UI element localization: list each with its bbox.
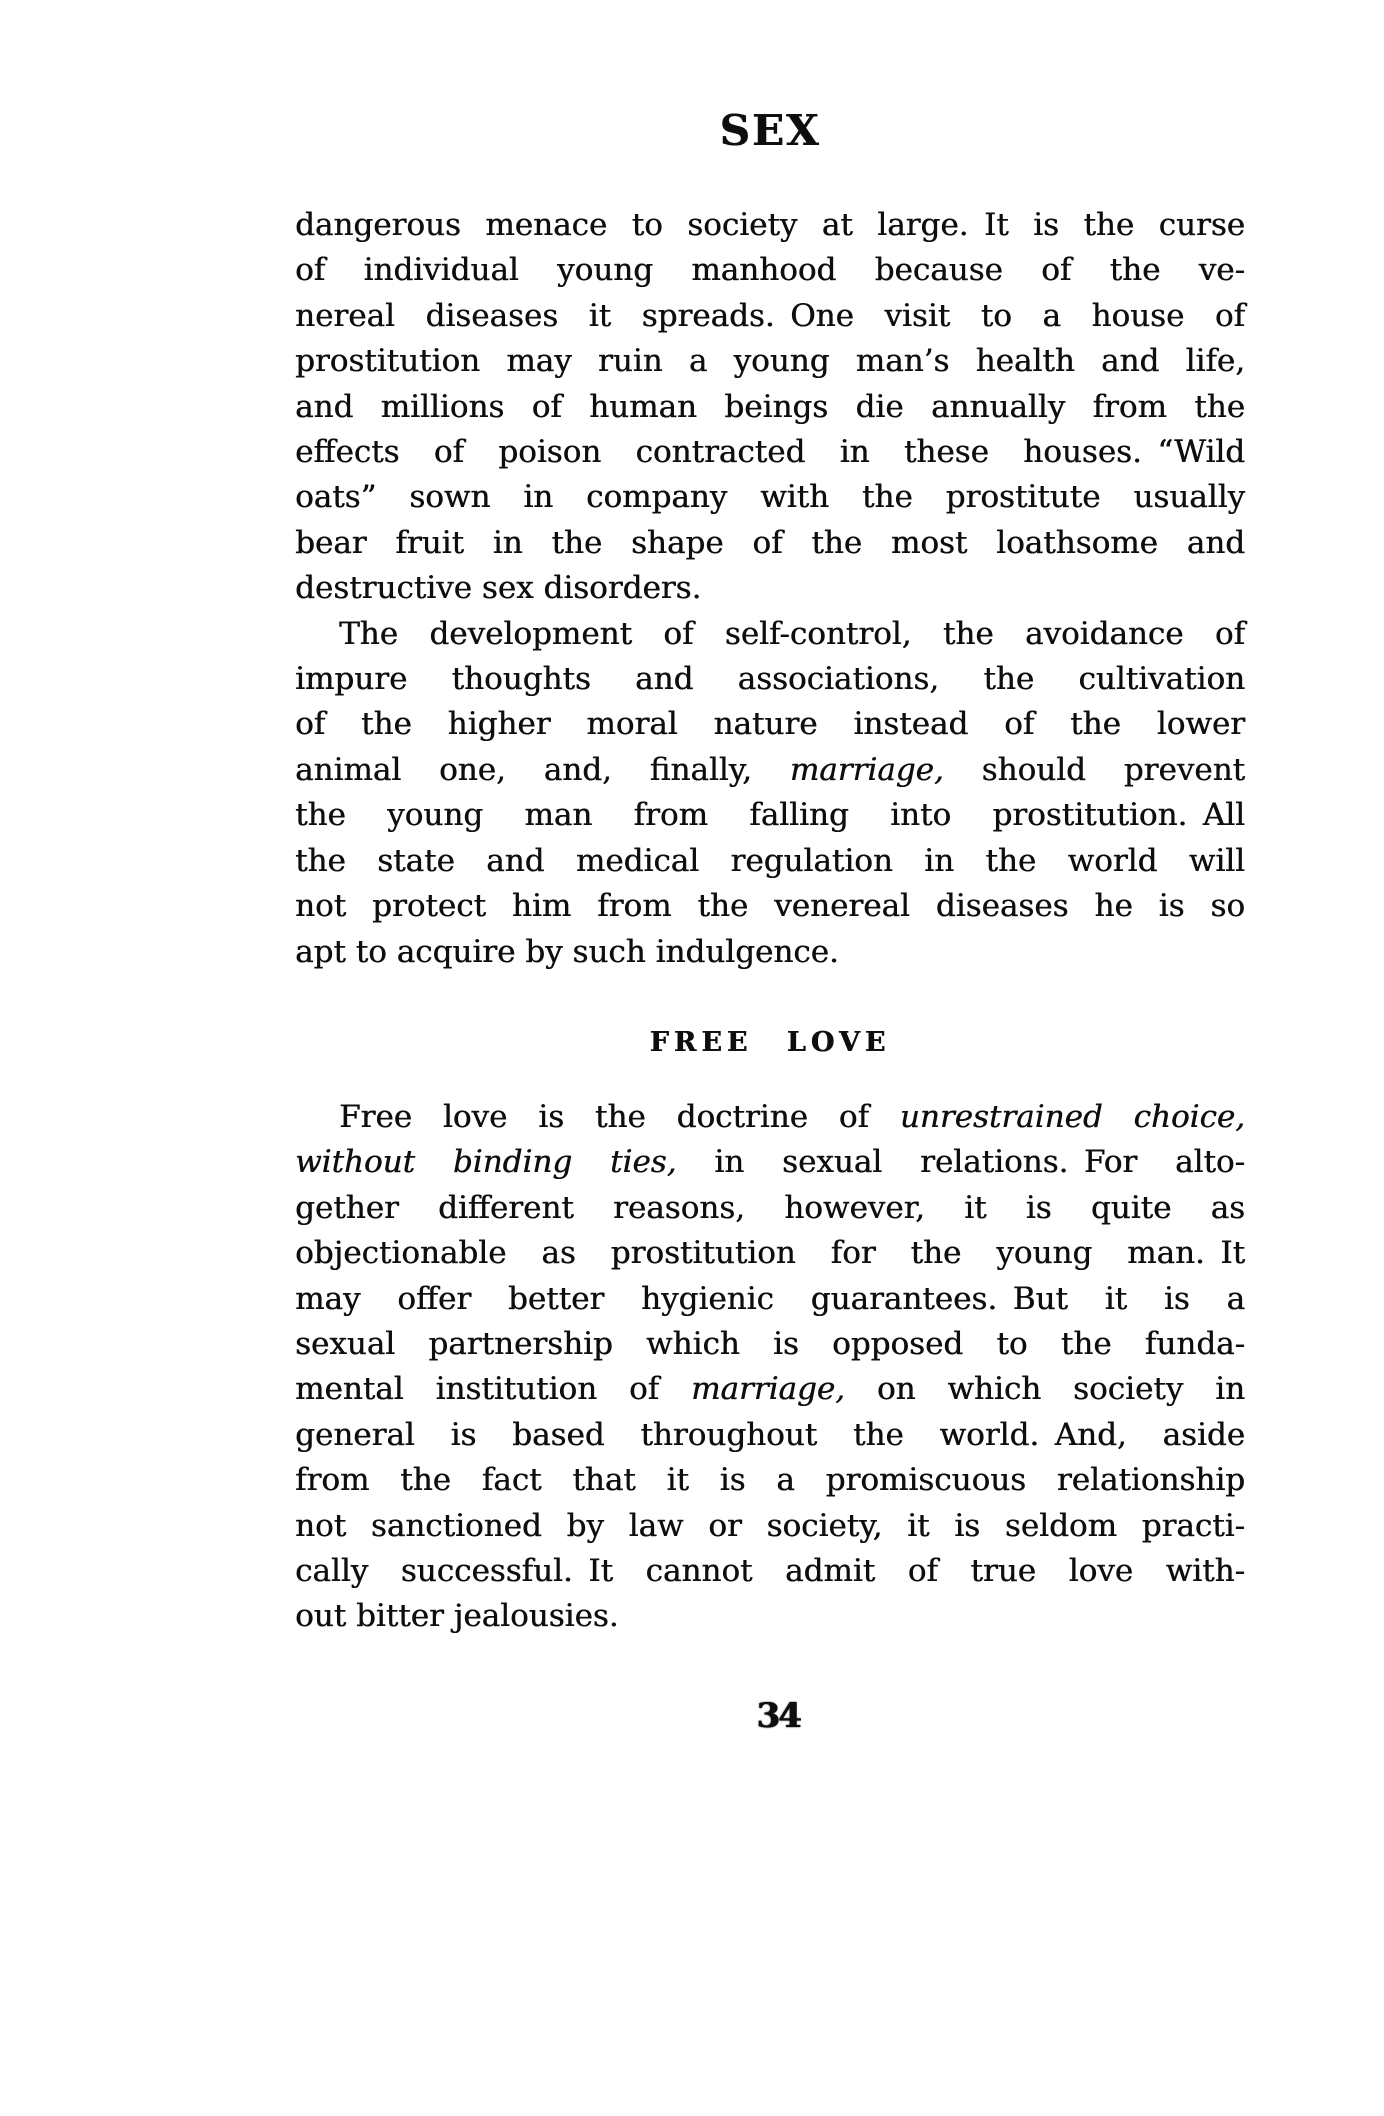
body-text: general is based throughout the world. And, aside (295, 1416, 1245, 1453)
section-heading: FREE LOVE (649, 1026, 891, 1058)
paragraph (295, 612, 1245, 975)
text-line (295, 1140, 1245, 1185)
text-line (295, 1413, 1245, 1458)
body-text: Free love is the doctrine of (339, 1098, 900, 1135)
body-text: not protect him from the venereal diseases he is so (295, 888, 1245, 925)
page-number: 34 (756, 1696, 800, 1736)
body-text: animal one, and, finally, (295, 751, 790, 788)
body-text: objectionable as prostitution for the young man. It (295, 1235, 1245, 1272)
text-line (295, 1594, 1245, 1639)
body-text: the state and medical regulation in the world will (295, 842, 1245, 879)
text-line (295, 1322, 1245, 1367)
body-text: prostitution may ruin a young man’s health and life, (295, 343, 1245, 380)
body-text: dangerous menace to society at large. It is the curse (295, 207, 1245, 243)
text-line (295, 430, 1245, 475)
italic-text: marriage, (789, 751, 944, 788)
body-text: gether different reasons, however, it is quite as (295, 1189, 1245, 1226)
text-line (295, 1549, 1245, 1594)
body-text: of individual young manhood because of the ve- (295, 252, 1245, 289)
italic-text: marriage, (691, 1371, 845, 1408)
text-line (295, 521, 1245, 566)
body-text: effects of poison contracted in these houses. “Wild (295, 434, 1245, 471)
text-line (295, 294, 1245, 339)
paragraph (295, 203, 1245, 612)
body-text: on which society in (844, 1371, 1245, 1408)
text-line (295, 339, 1245, 384)
body-text: mental institution of (295, 1371, 691, 1408)
text-block (295, 203, 1245, 1640)
text-line (295, 566, 1245, 611)
body-text: The development of self-control, the avoidance of (339, 615, 1245, 652)
text-line (295, 839, 1245, 884)
text-line (295, 203, 1245, 248)
body-text: the young man from falling into prostitution. All (295, 797, 1245, 834)
text-line (295, 1186, 1245, 1231)
text-line (295, 612, 1245, 657)
paragraph (295, 1095, 1245, 1640)
italic-text: without binding ties, (295, 1144, 677, 1181)
text-line (295, 884, 1245, 929)
body-text: cally successful. It cannot admit of true love with- (295, 1552, 1245, 1589)
text-line (295, 475, 1245, 520)
text-line (295, 385, 1245, 430)
italic-text: unrestrained choice, (899, 1098, 1246, 1135)
text-line (295, 1504, 1245, 1549)
body-text: apt to acquire by such indulgence. (295, 933, 839, 970)
body-text: out bitter jealousies. (295, 1598, 619, 1635)
body-text: nereal diseases it spreads. One visit to a house of (295, 297, 1245, 334)
text-line (295, 1095, 1245, 1140)
text-line (295, 1367, 1245, 1412)
text-line (295, 748, 1245, 793)
body-text: in sexual relations. For alto- (676, 1144, 1245, 1181)
body-text: should prevent (943, 751, 1245, 788)
text-line (295, 702, 1245, 747)
body-text: and millions of human beings die annually from the (295, 388, 1245, 425)
body-text: impure thoughts and associations, the cultivation (295, 661, 1245, 698)
text-line (295, 657, 1245, 702)
body-text: not sanctioned by law or society, it is seldom practi- (295, 1507, 1245, 1544)
text-line (295, 1277, 1245, 1322)
body-text: destructive sex disorders. (295, 570, 702, 607)
body-text: of the higher moral nature instead of the lower (295, 706, 1245, 743)
body-text: bear fruit in the shape of the most loathsome and (295, 524, 1245, 561)
text-line (295, 248, 1245, 293)
text-line (295, 930, 1245, 975)
text-line (295, 1231, 1245, 1276)
body-text: oats” sown in company with the prostitute usually (295, 479, 1245, 516)
text-line (295, 793, 1245, 838)
body-text: sexual partnership which is opposed to the funda- (295, 1325, 1245, 1362)
body-text: may offer better hygienic guarantees. But it is a (295, 1280, 1245, 1317)
text-line (295, 1458, 1245, 1503)
body-text: from the fact that it is a promiscuous relationship (295, 1462, 1245, 1499)
running-head: SEX (719, 106, 821, 155)
